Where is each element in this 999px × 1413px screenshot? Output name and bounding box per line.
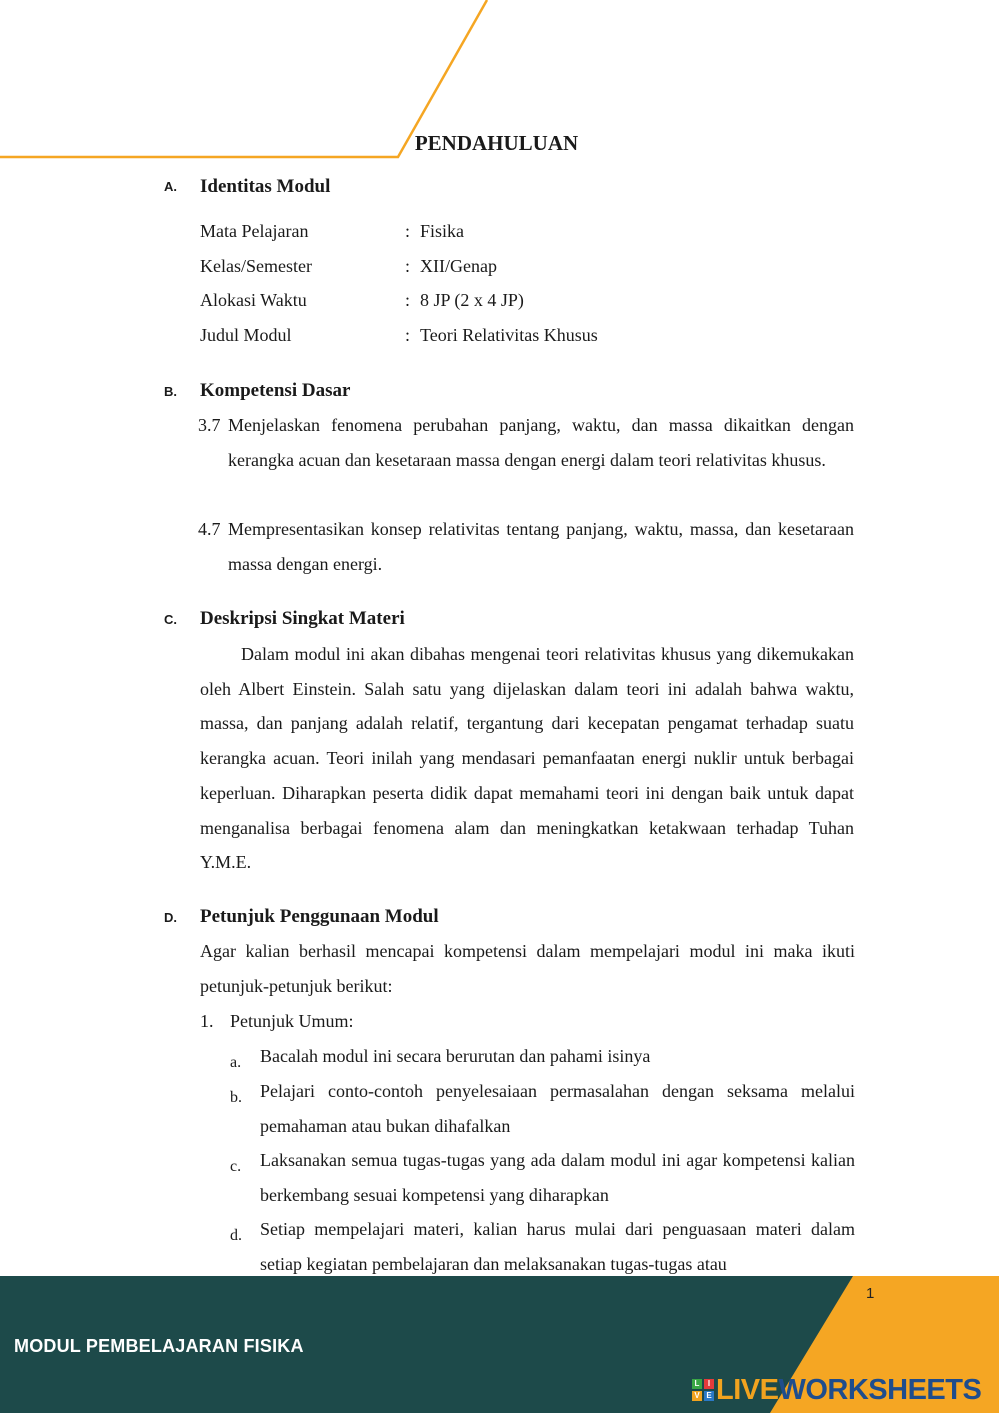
section-b-letter: B. xyxy=(164,384,177,399)
page-title: PENDAHULUAN xyxy=(414,131,579,155)
liveworksheets-logo xyxy=(692,1374,981,1406)
kd-text: Menjelaskan fenomena perubahan panjang, waktu, dan massa dikaitkan dengan kerangka acuan dan kesetaraan massa dengan energi dalam teori relativitas khusus. xyxy=(228,415,854,470)
list-item xyxy=(230,1143,855,1212)
section-b-title: Kompetensi Dasar xyxy=(200,380,351,401)
petunjuk-intro: Agar kalian berhasil mencapai kompetensi dalam mempelajari modul ini maka ikuti petunjuk-petunjuk berikut: xyxy=(200,941,855,996)
identitas-colon: : xyxy=(405,325,411,345)
identitas-colon: : xyxy=(405,290,411,310)
list-item-text: Bacalah modul ini secara berurutan dan pahami isinya xyxy=(260,1046,651,1066)
logo-text: LIVEWORKSHEETS xyxy=(716,1373,982,1406)
identitas-value: XII/Genap xyxy=(420,256,497,276)
section-d-letter: D. xyxy=(164,910,177,925)
identitas-colon: : xyxy=(405,221,411,241)
petunjuk-umum xyxy=(200,1011,354,1032)
identitas-value: Fisika xyxy=(420,221,465,241)
list-item-mark: a. xyxy=(230,1054,242,1071)
section-a-letter: A. xyxy=(164,179,177,194)
list-item-text: Laksanakan semua tugas-tugas yang ada dalam modul ini agar kompetensi kalian berkembang sesuai kompetensi yang diharapkan xyxy=(260,1150,855,1205)
page-number: 1 xyxy=(866,1285,875,1302)
section-c-title: Deskripsi Singkat Materi xyxy=(200,608,405,629)
petunjuk-umum-number: 1. xyxy=(200,1011,214,1031)
logo-square: E xyxy=(704,1391,714,1401)
identitas-value: 8 JP (2 x 4 JP) xyxy=(420,290,524,310)
section-a-title: Identitas Modul xyxy=(200,176,331,197)
section-d-title: Petunjuk Penggunaan Modul xyxy=(200,906,439,927)
deskripsi-paragraph: Dalam modul ini akan dibahas mengenai teori relativitas khusus yang dikemukakan oleh Albert Einstein. Salah satu yang dijelaskan dalam teori ini adalah bahwa waktu, massa, dan panjang adalah relatif, tergantung dari kecepatan pengamat terhadap suatu kerangka acuan. Teori inilah yang mendasari pemanfaatan energi nuklir untuk berbagai keperluan. Diharapkan peserta didik dapat memahami teori ini dengan baik untuk dapat menganalisa berbagai fenomena alam dan meningkatkan ketakwaan terhadap Tuhan Y.M.E. xyxy=(200,644,854,873)
list-item-text: Setiap mempelajari materi, kalian harus mulai dari penguasaan materi dalam setiap kegiatan pembelajaran dan melaksanakan tugas-tugas atau xyxy=(260,1219,855,1274)
list-item-mark: c. xyxy=(230,1158,242,1175)
list-item-mark: b. xyxy=(230,1089,242,1106)
logo-square: V xyxy=(692,1391,702,1401)
logo-square: L xyxy=(692,1379,702,1389)
list-item-text: Pelajari conto-contoh penyelesaiaan permasalahan dengan seksama melalui pemahaman atau bukan dihafalkan xyxy=(260,1081,855,1136)
identitas-label: Alokasi Waktu xyxy=(200,290,307,310)
kd-number: 4.7 xyxy=(198,519,221,539)
list-item-mark: d. xyxy=(230,1227,242,1244)
footer-label: MODUL PEMBELAJARAN FISIKA xyxy=(14,1336,304,1356)
identitas-colon: : xyxy=(405,256,411,276)
identitas-label: Kelas/Semester xyxy=(200,256,312,276)
list-item xyxy=(230,1212,855,1281)
identitas-value: Teori Relativitas Khusus xyxy=(420,325,598,345)
petunjuk-umum-label: Petunjuk Umum: xyxy=(230,1011,354,1031)
logo-square: I xyxy=(704,1379,714,1389)
list-item xyxy=(230,1074,855,1143)
kd-number: 3.7 xyxy=(198,415,221,435)
identitas-label: Judul Modul xyxy=(200,325,292,345)
list-item xyxy=(230,1039,855,1074)
kd-text: Mempresentasikan konsep relativitas tentang panjang, waktu, massa, dan kesetaraan massa dengan energi. xyxy=(228,519,854,574)
logo-squares-icon xyxy=(692,1379,714,1401)
section-c-letter: C. xyxy=(164,612,177,627)
identitas-label: Mata Pelajaran xyxy=(200,221,309,241)
